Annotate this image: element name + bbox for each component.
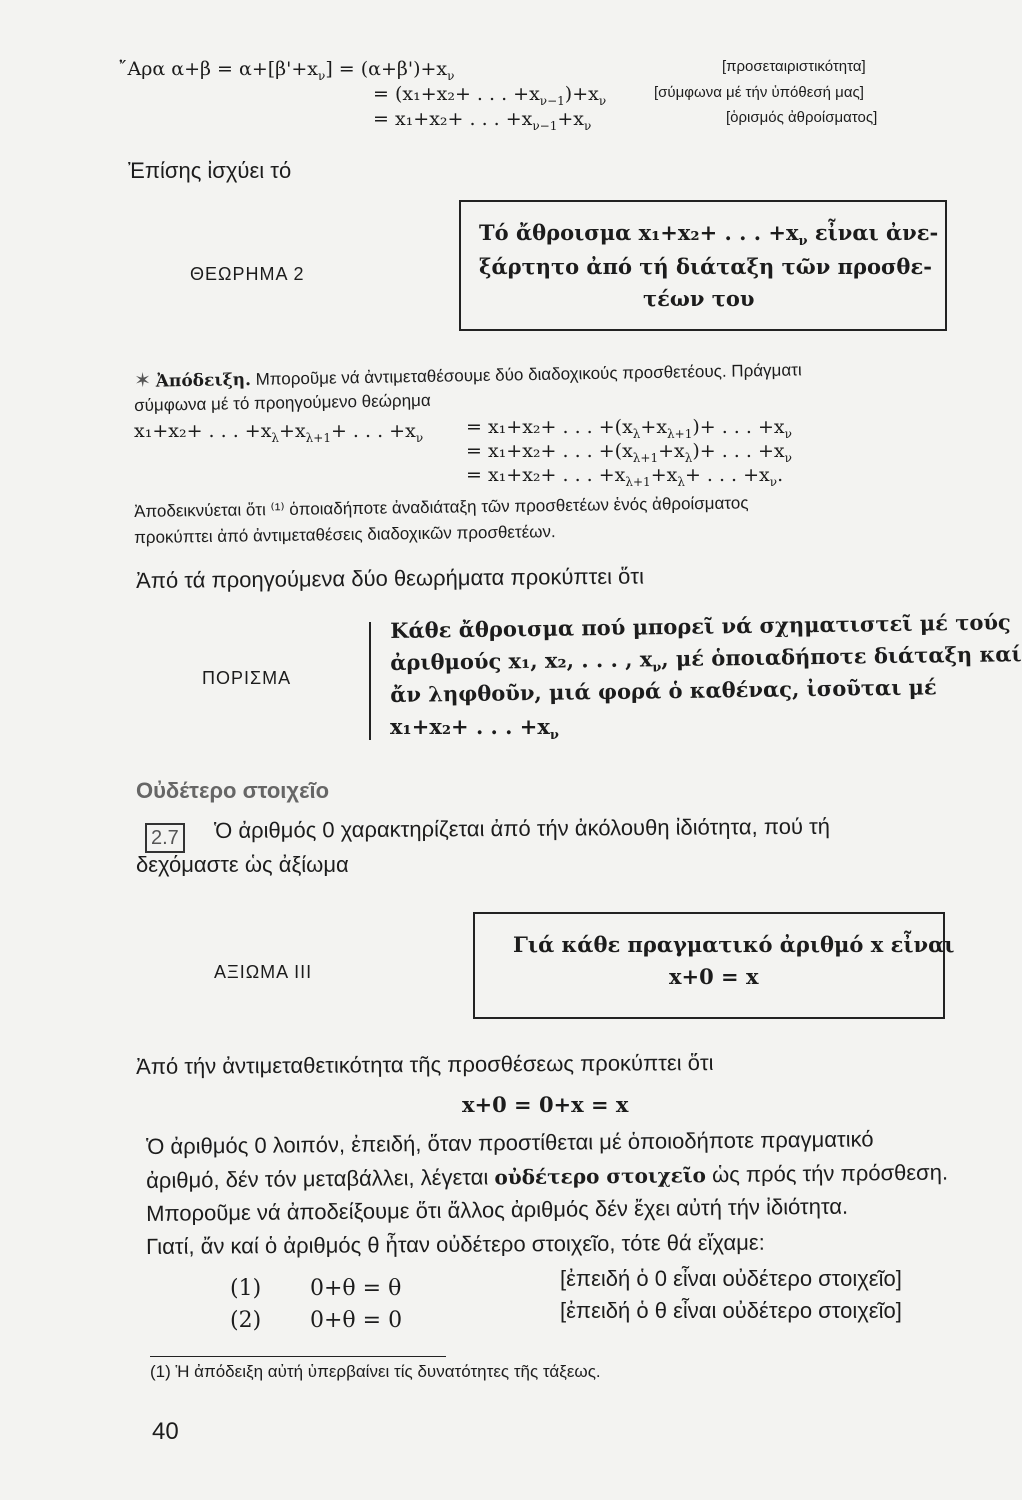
proof-conclusion-line-1: Ἀποδεικνύεται ὅτι ⁽¹⁾ ὁποιαδήποτε ἀναδιάταξη τῶν προσθετέων ἑνός ἀθροίσματος — [134, 493, 749, 521]
eq-sub: ν — [769, 474, 778, 489]
eq-text: )+x — [564, 83, 599, 105]
eq-sub: λ+1 — [667, 426, 693, 441]
neutral-line-4: Γιατί, ἄν καί ὁ ἀριθμός θ ἦταν οὐδέτερο στοιχεῖο, τότε θά εἴχαμε: — [146, 1229, 765, 1259]
eq-sub: λ — [271, 430, 280, 445]
eq-sub: λ+1 — [625, 474, 651, 489]
proof-eq-2 — [466, 440, 792, 465]
derivation-line-1 — [118, 58, 454, 83]
proof-intro-line-1 — [134, 356, 802, 393]
eq-text: = (x₁+x₂+ . . . +x — [373, 83, 540, 105]
theorem-text: Τό ἄθροισμα x₁+x₂+ . . . +x — [479, 220, 799, 245]
eq-sub: ν — [318, 68, 326, 83]
corollary-line-4 — [390, 710, 559, 753]
eq-text: ῎Αρα α+β = α+[β'+x — [118, 58, 319, 80]
proof-eq-3 — [466, 464, 783, 489]
eq-sub: ν−1 — [539, 93, 565, 108]
case-1-note: [ἐπειδή ὁ 0 εἶναι οὐδέτερο στοιχεῖο] — [560, 1266, 902, 1291]
corollary-line-1: Κάθε ἄθροισμα πού μπορεῖ νά σχηματιστεῖ μέ τούς — [390, 609, 1011, 643]
axiom-intro-line-1: Ὁ ἀριθμός 0 χαρακτηρίζεται ἀπό τήν ἀκόλουθη ἰδιότητα, πού τή — [214, 813, 831, 843]
case-2-note: [ἐπειδή ὁ θ εἶναι οὐδέτερο στοιχεῖο] — [560, 1298, 902, 1323]
eq-text: = x₁+x₂+ . . . +x — [373, 108, 533, 130]
eq-text: +x — [640, 416, 668, 438]
axiom-3-line-2: x+0 = x — [669, 964, 759, 989]
derivation-note-1: [προσεταιριστικότητα] — [722, 58, 866, 75]
corollary-text: , μέ ὁποιαδήποτε διάταξη καί — [661, 641, 1022, 672]
footnote: (1) Ἡ ἀπόδειξη αὐτή ὑπερβαίνει τίς δυνατότητες τῆς τάξεως. — [150, 1362, 601, 1381]
eq-text: +x — [650, 464, 678, 486]
neutral-term: οὐδέτερο στοιχεῖο — [494, 1163, 707, 1190]
axiom-3-box — [473, 912, 955, 1019]
also-holds-text: Ἐπίσης ἰσχύει τό — [128, 158, 292, 183]
neutral-line-2 — [146, 1160, 948, 1194]
theorem-2-line-2: ξάρτητο ἀπό τή διάταξη τῶν προσθε- — [479, 254, 932, 279]
eq-sub: ν — [598, 93, 607, 108]
theorem-sub: ν — [798, 234, 808, 250]
corollary-sub: ν — [549, 728, 559, 744]
star-icon: ✶ — [134, 369, 152, 392]
axiom-3-label: ΑΞΙΩΜΑ III — [214, 962, 313, 982]
corollary-text: x₁+x₂+ . . . +x — [390, 714, 550, 739]
eq-sub: ν — [784, 450, 792, 465]
derivation-line-3 — [373, 108, 591, 133]
derivation-note-3: [ὁρισμός ἀθροίσματος] — [726, 109, 878, 126]
axiom-3-line-1: Γιά κάθε πραγματικό ἀριθμό x εἶναι — [513, 932, 955, 957]
page-number: 40 — [152, 1418, 179, 1445]
commutativity-formula: x+0 = 0+x = x — [462, 1092, 629, 1117]
proof-eq-1-rhs — [466, 416, 792, 441]
from-theorems-text: Ἀπό τά προηγούμενα δύο θεωρήματα προκύπτει ὅτι — [136, 563, 645, 593]
eq-text: +x — [279, 420, 306, 442]
neutral-text: ὡς πρός τήν πρόσθεση. — [705, 1159, 949, 1188]
eq-text: = x₁+x₂+ . . . +(x — [466, 416, 633, 438]
eq-text: = x₁+x₂+ . . . +x — [466, 464, 626, 486]
eq-sub: ν−1 — [532, 118, 558, 133]
eq-sub: ν — [584, 118, 592, 133]
proof-intro-text: Μποροῦμε νά ἀντιμεταθέσουμε δύο διαδοχικούς προσθετέους. Πράγματι — [250, 360, 802, 389]
eq-sub: ν — [415, 430, 424, 445]
proof-heading: Ἀπόδειξη. — [155, 369, 252, 392]
eq-sub: λ — [684, 450, 693, 465]
eq-sub: λ — [632, 426, 641, 441]
theorem-text: εἶναι ἀνε- — [807, 220, 939, 245]
eq-text: +x — [557, 108, 585, 130]
proof-intro-line-2: σύμφωνα μέ τό προηγούμενο θεώρημα — [134, 390, 431, 415]
eq-text: . — [777, 464, 784, 486]
proof-conclusion-line-2: προκύπτει ἀπό ἀντιμεταθέσεις διαδοχικῶν προσθετέων. — [134, 522, 556, 547]
eq-text: ] = (α+β')+x — [325, 58, 448, 80]
eq-text: x₁+x₂+ . . . +x — [134, 420, 272, 442]
derivation-note-2: [σύμφωνα μέ τήν ὑπόθεσή μας] — [654, 84, 864, 101]
case-2-number: (2) — [230, 1308, 262, 1333]
eq-sub: λ+1 — [632, 450, 659, 465]
case-1-expression: 0+θ = θ — [310, 1276, 402, 1301]
theorem-2-line-3: τέων του — [643, 286, 755, 311]
eq-sub: λ — [677, 474, 685, 489]
corollary-rule — [369, 622, 371, 740]
neutral-line-1: Ὁ ἀριθμός 0 λοιπόν, ἐπειδή, ὅταν προστίθεται μέ ὁποιοδήποτε πραγματικό — [146, 1126, 874, 1159]
section-number-box: 2.7 — [145, 823, 185, 853]
footnote-rule — [150, 1356, 446, 1357]
eq-text: +x — [658, 440, 685, 462]
derivation-line-2 — [373, 83, 606, 108]
section-title: Οὐδέτερο στοιχεῖο — [136, 778, 330, 803]
proof-eq-1-lhs — [134, 420, 423, 445]
corollary-sub: ν — [652, 660, 662, 676]
case-2-expression: 0+θ = 0 — [310, 1308, 403, 1333]
eq-text: )+ . . . +x — [692, 416, 785, 438]
eq-text: + . . . +x — [684, 464, 770, 486]
corollary-label: ΠΟΡΙΣΜΑ — [202, 668, 292, 688]
corollary-text: ἀριθμούς x₁, x₂, . . . , x — [390, 646, 653, 675]
case-1-number: (1) — [230, 1276, 262, 1301]
eq-sub: ν — [447, 68, 455, 83]
theorem-2-box — [459, 200, 947, 331]
neutral-line-3: Μποροῦμε νά ἀποδείξουμε ὅτι ἄλλος ἀριθμός δέν ἔχει αὐτή τήν ἰδιότητα. — [146, 1193, 849, 1226]
eq-text: )+ . . . +x — [692, 440, 785, 462]
axiom-intro-line-2: δεχόμαστε ὡς ἀξίωμα — [136, 852, 349, 877]
eq-text: = x₁+x₂+ . . . +(x — [466, 440, 633, 462]
eq-text: + . . . +x — [330, 420, 416, 442]
eq-sub: λ+1 — [305, 430, 331, 445]
eq-sub: ν — [784, 426, 792, 441]
corollary-line-3: ἄν ληφθοῦν, μιά φορά ὁ καθένας, ἰσοῦται μέ — [390, 674, 937, 707]
neutral-text: ἀριθμό, δέν τόν μεταβάλλει, λέγεται — [146, 1164, 495, 1193]
theorem-2-label: ΘΕΩΡΗΜΑ 2 — [190, 264, 305, 284]
commutativity-line: Ἀπό τήν ἀντιμεταθετικότητα τῆς προσθέσεως προκύπτει ὅτι — [136, 1049, 714, 1079]
